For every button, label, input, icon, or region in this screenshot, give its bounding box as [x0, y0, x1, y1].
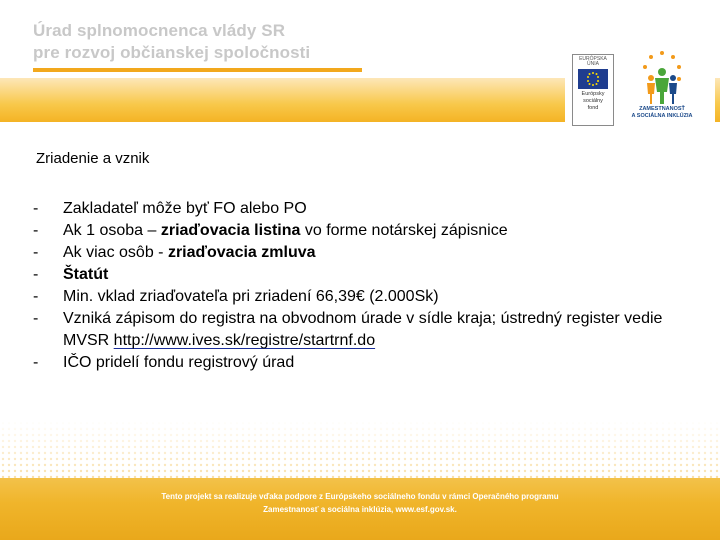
bullet-item	[33, 198, 673, 220]
bullet-bold-text: Štatút	[63, 266, 109, 283]
bullet-dash: -	[33, 200, 39, 217]
bullet-item	[33, 242, 673, 264]
people-stars-icon	[627, 48, 697, 106]
bullet-text: Ak 1 osoba –	[63, 222, 161, 239]
zsi-logo	[627, 48, 715, 124]
bullet-text: vo forme notárskej zápisnice	[300, 222, 508, 239]
bullet-dash: -	[33, 266, 39, 283]
zsi-text-1: ZAMESTNANOSŤ	[639, 106, 685, 112]
footer-text	[0, 490, 720, 516]
bullet-item	[33, 220, 673, 242]
bullet-dash: -	[33, 310, 39, 327]
title-underline	[33, 68, 362, 72]
bullet-bold-text: zriaďovacia zmluva	[167, 244, 316, 261]
eu-flag-icon	[578, 69, 608, 89]
footer-line-1: Tento projekt sa realizuje vďaka podpore z Európskeho sociálneho fondu v rámci Operačného programu	[161, 492, 559, 501]
bullet-dash: -	[33, 288, 39, 305]
bullet-item	[33, 264, 673, 286]
bullet-text: IČO pridelí fondu registrový úrad	[63, 354, 295, 371]
logos-area	[565, 48, 715, 126]
registry-link[interactable]: http://www.ives.sk/registre/startrnf.do	[113, 332, 376, 349]
esf-text-3: fond	[587, 105, 599, 111]
bullet-text: Vzniká zápisom do registra na obvodnom úrade v sídle kraja; ústredný register vedie MVSR	[63, 310, 663, 349]
bullet-text: Ak viac osôb -	[63, 244, 168, 261]
footer-line-2: Zamestnanosť a sociálna inklúzia, www.esf.gov.sk.	[263, 505, 457, 514]
org-title-line2: pre rozvoj občianskej spoločnosti	[33, 43, 311, 62]
esf-text-1: Európsky	[581, 91, 605, 97]
bullet-item	[33, 352, 673, 374]
bullet-dash: -	[33, 222, 39, 239]
footer-dot-pattern	[0, 420, 720, 480]
section-title: Zriadenie a vznik	[36, 150, 150, 167]
bullet-item	[33, 286, 673, 308]
esf-text-2: sociálny	[583, 98, 603, 104]
esf-logo-caption: EURÓPSKA ÚNIA	[579, 56, 607, 67]
bullet-text: Zakladateľ môže byť FO alebo PO	[63, 200, 307, 217]
bullet-text: Min. vklad zriaďovateľa pri zriadení 66,39€ (2.000Sk)	[63, 288, 439, 305]
esf-logo	[572, 54, 614, 126]
zsi-text-2: A SOCIÁLNA INKLÚZIA	[631, 113, 693, 119]
bullet-bold-text: zriaďovacia listina	[160, 222, 301, 239]
bullet-list	[33, 198, 673, 374]
bullet-dash: -	[33, 244, 39, 261]
bullet-dash: -	[33, 354, 39, 371]
bullet-item	[33, 308, 673, 352]
org-title-line1: Úrad splnomocnenca vlády SR	[33, 21, 286, 40]
